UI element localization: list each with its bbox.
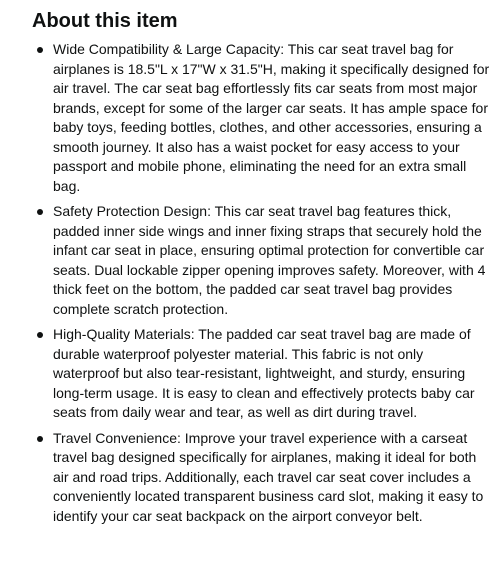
feature-bullet-convenience [32,429,490,527]
feature-bullet-text: Travel Convenience: Improve your travel experience with a carseat travel bag designed specifically for airplanes, making it ideal for both air and road trips. Additionally, each travel car seat cover includes a conveniently located transparent business card slot, making it easy to identify your car seat backpack on the airport conveyor belt. [53,429,484,524]
section-title: About this item [32,10,178,32]
bullet-dot-icon [37,332,43,338]
feature-bullet-materials [32,325,490,423]
bullet-dot-icon [37,436,43,442]
feature-bullet-list [32,40,490,526]
bullet-dot-icon [37,47,43,53]
feature-bullet-text: Safety Protection Design: This car seat travel bag features thick, padded inner side wings and inner fixing straps that securely hold the infant car seat in place, ensuring optimal protection for convertible car seats. Dual lockable zipper opening improves safety. Moreover, with 4 thick feet on the bottom, the padded car seat travel bag provides complete scratch protection. [53,203,486,317]
feature-bullet-text: High-Quality Materials: The padded car seat travel bag are made of durable waterproof polyester material. This fabric is not only waterproof but also tear-resistant, lightweight, and sturdy, ensuring long-term usage. It is easy to clean and effectively protects baby car seats from daily wear and tear, as well as dirt during travel. [53,326,475,420]
bullet-dot-icon [37,209,43,215]
feature-bullet-text: Wide Compatibility & Large Capacity: This car seat travel bag for airplanes is 18.5"L x 17"W x 31.5"H, making it specifically designed for air travel. The car seat bag effortlessly fits car seats from most major brands, except for some of the larger car seats. It has ample space for baby toys, feeding bottles, clothes, and other accessories, ensuring a smooth journey. It also has a waist pocket for easy access to your passport and mobile phone, eliminating the need for an extra small bag. [53,41,490,194]
feature-bullet-compatibility [32,40,490,196]
feature-bullet-safety [32,202,490,319]
